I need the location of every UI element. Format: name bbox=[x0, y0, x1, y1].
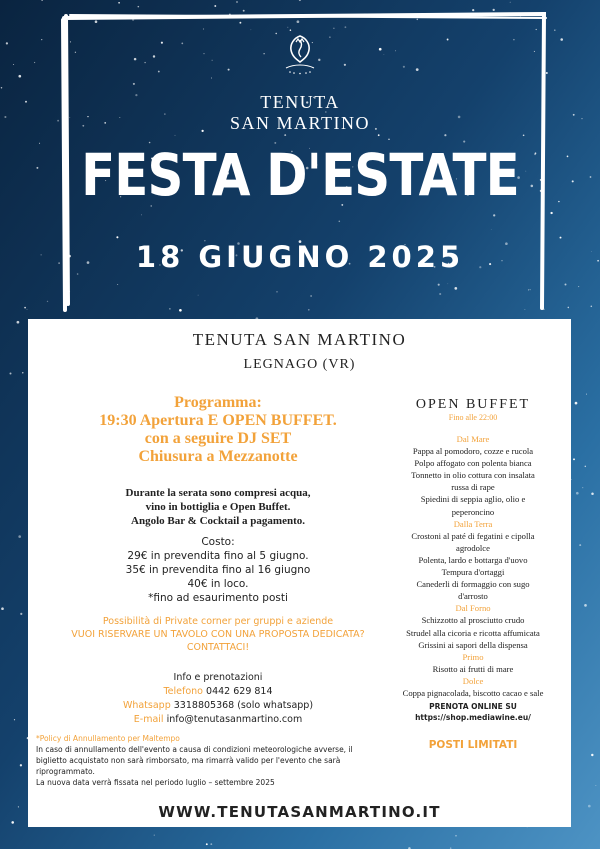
star bbox=[591, 492, 594, 495]
menu-item: russa di rape bbox=[451, 482, 495, 493]
venue-name: TENUTA SAN MARTINO bbox=[192, 330, 407, 349]
star bbox=[210, 843, 212, 845]
star bbox=[472, 9, 474, 11]
star bbox=[39, 143, 40, 144]
star bbox=[560, 237, 562, 239]
menu-item: Tempura d'ortaggi bbox=[441, 567, 505, 578]
brand-line-1: TENUTA bbox=[260, 92, 340, 112]
menu-item: Coppa pignacolada, biscotto cacao e sale bbox=[402, 687, 544, 698]
star bbox=[573, 458, 575, 460]
policy-title: *Policy di Annullamento per Maltempo bbox=[36, 734, 180, 743]
star bbox=[1, 87, 2, 88]
star bbox=[18, 535, 21, 538]
event-date: 18 GIUGNO 2025 bbox=[135, 240, 465, 274]
star bbox=[575, 402, 578, 405]
star bbox=[585, 466, 586, 467]
shop-block bbox=[378, 701, 568, 723]
menu-item: Pappa al pomodoro, cozze e rucola bbox=[412, 446, 534, 457]
star bbox=[18, 75, 21, 78]
email-link[interactable]: info@tenutasanmartino.com bbox=[166, 714, 303, 725]
buffet-column bbox=[378, 397, 568, 699]
policy-line: biglietto acquistato non sarà rimborsato, ma rimarrà valido per l'evento che sarà bbox=[36, 756, 341, 765]
star bbox=[579, 544, 581, 546]
whatsapp-label: Whatsapp bbox=[122, 700, 171, 711]
cost-line: 35€ in prevendita fino al 16 giugno bbox=[125, 564, 311, 576]
email-label: E-mail bbox=[133, 714, 164, 725]
star bbox=[565, 284, 567, 286]
star bbox=[47, 301, 48, 302]
whatsapp-link[interactable]: 3318805368 (solo whatsapp) bbox=[173, 700, 314, 711]
policy-block bbox=[36, 733, 396, 788]
star bbox=[41, 39, 42, 40]
private-line: Possibilità di Private corner per gruppi e aziende bbox=[102, 616, 334, 627]
star bbox=[214, 5, 216, 7]
menu-item: Canederli di formaggio con sugo bbox=[416, 579, 530, 590]
menu-item: d'arrosto bbox=[458, 591, 488, 602]
phone-link[interactable]: 0442 629 814 bbox=[206, 686, 273, 697]
policy-line: riprogrammato. bbox=[36, 767, 95, 776]
star bbox=[590, 176, 592, 178]
cost-block bbox=[38, 535, 398, 605]
star bbox=[34, 62, 35, 63]
star bbox=[572, 180, 574, 182]
venue-location: LEGNAGO (VR) bbox=[243, 357, 356, 372]
menu-item: Schizzotto al prosciutto crudo bbox=[421, 615, 525, 626]
brand-line-2: SAN MARTINO bbox=[230, 113, 370, 133]
buffet-title: OPEN BUFFET bbox=[415, 397, 531, 412]
shop-heading: PRENOTA ONLINE SU bbox=[429, 702, 517, 711]
star bbox=[36, 167, 38, 169]
menu-item: Risotto ai frutti di mare bbox=[432, 663, 514, 674]
menu-item: Polpo affogato con polenta bianca bbox=[414, 458, 532, 469]
contacts-heading: Info e prenotazioni bbox=[173, 672, 263, 683]
star bbox=[154, 835, 155, 836]
menu-item: Crostoni al paté di fegatini e cipolla bbox=[411, 530, 535, 541]
included-block bbox=[38, 486, 398, 528]
menu-section-title: Dolce bbox=[462, 675, 484, 686]
star bbox=[558, 201, 559, 202]
star bbox=[586, 394, 587, 395]
menu-section-title: Dal Forno bbox=[455, 603, 491, 614]
shop-link[interactable]: https://shop.mediawine.eu/ bbox=[415, 713, 531, 722]
star bbox=[138, 6, 140, 8]
star bbox=[118, 2, 120, 4]
star bbox=[14, 719, 15, 720]
star bbox=[554, 29, 555, 30]
star bbox=[568, 307, 570, 309]
info-card bbox=[28, 319, 571, 827]
event-title: FESTA D'ESTATE bbox=[81, 141, 519, 209]
program-line: con a seguire DJ SET bbox=[144, 430, 292, 447]
star bbox=[576, 492, 579, 495]
star bbox=[493, 9, 495, 11]
menu-item: Spiedini di seppia aglio, olio e bbox=[420, 494, 526, 505]
cost-line: 29€ in prevendita fino al 5 giugno. bbox=[127, 550, 309, 562]
menu-section-title: Dal Mare bbox=[456, 434, 490, 444]
star bbox=[578, 286, 579, 287]
star bbox=[6, 42, 8, 44]
included-line: Durante la serata sono compresi acqua, bbox=[125, 487, 311, 499]
rooster-crest-icon bbox=[280, 32, 320, 76]
limited-seats: POSTI LIMITATI bbox=[428, 739, 518, 751]
cost-line: 40€ in loco. bbox=[187, 578, 249, 590]
program-line: Chiusura a Mezzanotte bbox=[138, 448, 298, 465]
star bbox=[591, 306, 593, 308]
star bbox=[560, 38, 563, 41]
star bbox=[236, 1, 238, 3]
star bbox=[591, 754, 593, 756]
cost-line: *fino ad esaurimento posti bbox=[148, 592, 288, 604]
menu-section-title: Primo bbox=[462, 651, 484, 662]
star bbox=[1, 607, 4, 610]
buffet-subtitle: Fino alle 22:00 bbox=[448, 413, 498, 422]
policy-line: La nuova data verrà fissata nel periodo luglio – settembre 2025 bbox=[36, 778, 275, 787]
star bbox=[567, 156, 569, 158]
cost-heading: Costo: bbox=[201, 536, 235, 548]
star bbox=[20, 764, 22, 766]
star bbox=[588, 805, 591, 808]
menu-section-title: Dalla Terra bbox=[453, 518, 493, 529]
star bbox=[22, 372, 23, 373]
star bbox=[550, 212, 552, 214]
star bbox=[11, 821, 14, 824]
contacts-block bbox=[38, 671, 398, 727]
menu-item: peperoncino bbox=[451, 506, 495, 517]
program-block bbox=[38, 394, 398, 466]
star bbox=[455, 835, 457, 837]
star bbox=[582, 487, 583, 488]
menu-item: Tonnetto in olio cottura con insalata bbox=[411, 470, 535, 481]
star bbox=[24, 307, 26, 309]
private-line: VUOI RISERVARE UN TAVOLO CON UNA PROPOSTA DEDICATA? bbox=[71, 629, 365, 640]
program-line: 19:30 Apertura E OPEN BUFFET. bbox=[99, 412, 337, 429]
website-link[interactable]: WWW.TENUTASANMARTINO.IT bbox=[158, 803, 441, 821]
menu-item: Strudel alla cicoria e ricotta affumicata bbox=[406, 627, 540, 638]
private-corner-block bbox=[28, 615, 408, 654]
included-line: vino in bottiglia e Open Buffet. bbox=[145, 501, 291, 513]
star bbox=[596, 785, 597, 786]
program-heading: Programma: bbox=[174, 394, 262, 411]
star bbox=[206, 843, 208, 845]
star bbox=[27, 309, 28, 310]
private-line: CONTATTACI! bbox=[186, 642, 250, 653]
star bbox=[510, 2, 511, 3]
menu-item: Grissini ai sapori della dispensa bbox=[418, 639, 528, 650]
star bbox=[17, 321, 20, 324]
star bbox=[13, 64, 14, 65]
phone-label: Telefono bbox=[163, 686, 203, 697]
star bbox=[10, 373, 12, 375]
included-line: Angolo Bar & Cocktail a pagamento. bbox=[131, 515, 305, 527]
star bbox=[18, 806, 19, 807]
buffet-menu bbox=[378, 433, 568, 699]
star bbox=[20, 613, 22, 615]
menu-item: Polenta, lardo e bottarga d'uovo bbox=[418, 554, 528, 565]
menu-item: agrodolce bbox=[456, 542, 490, 553]
policy-line: In caso di annullamento dell'evento a causa di condizioni meteorologiche avverse, il bbox=[36, 745, 353, 754]
star bbox=[584, 604, 587, 607]
